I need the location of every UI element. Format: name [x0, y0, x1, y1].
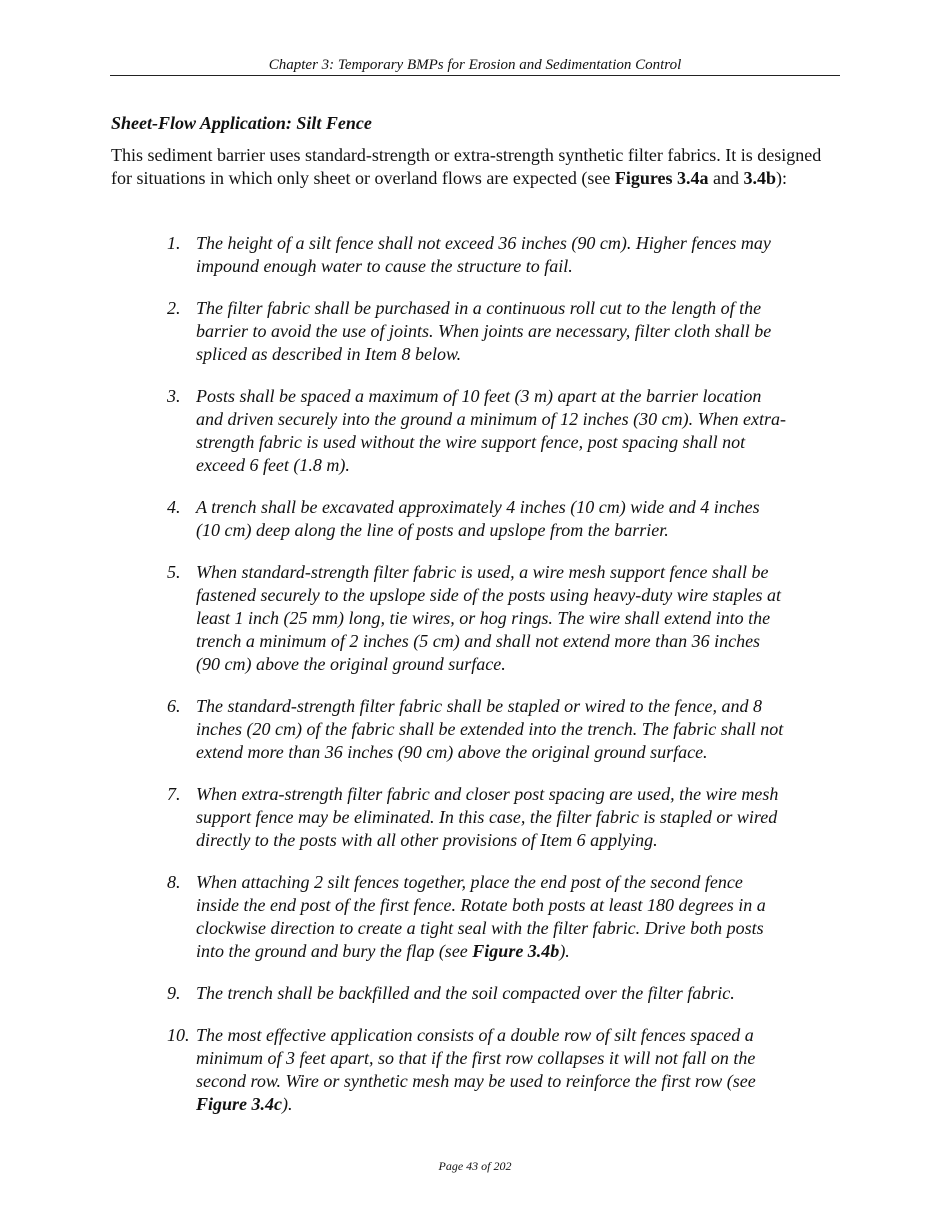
- item-number: 7.: [167, 784, 181, 804]
- item-number: 4.: [167, 497, 181, 517]
- item-number: 9.: [167, 983, 181, 1003]
- figure-ref-3-4b: Figure 3.4b: [472, 941, 560, 961]
- requirements-list: [167, 232, 787, 1135]
- list-item: [167, 297, 787, 366]
- section-title: Sheet-Flow Application: Silt Fence: [111, 113, 372, 133]
- item-text: When extra-strength filter fabric and closer post spacing are used, the wire mesh support fence may be eliminated. In this case, the filter fabric is stapled or wired directly to the posts with all other provisions of Item 6 applying.: [196, 784, 779, 850]
- intro-paragraph: [111, 144, 839, 190]
- item-text: A trench shall be excavated approximately 4 inches (10 cm) wide and 4 inches (10 cm) deep along the line of posts and upslope from the barrier.: [196, 497, 760, 540]
- item-number: 5.: [167, 562, 181, 582]
- item-text-end: ).: [559, 941, 570, 961]
- intro-text: This sediment barrier uses standard-strength or extra-strength synthetic filter fabrics. It is designed for situations in which only sheet or overland flows are expected (see: [111, 145, 822, 188]
- chapter-header: Chapter 3: Temporary BMPs for Erosion and Sedimentation Control: [110, 57, 840, 76]
- intro-text: ):: [776, 168, 788, 188]
- item-number: 2.: [167, 298, 181, 318]
- item-text: The standard-strength filter fabric shall be stapled or wired to the fence, and 8 inches (20 cm) of the fabric shall be extended into the trench. The fabric shall not extend more than 36 inches (90 cm) above the original ground surface.: [196, 696, 784, 762]
- item-text: The trench shall be backfilled and the soil compacted over the filter fabric.: [196, 983, 735, 1003]
- item-text-end: ).: [282, 1094, 293, 1114]
- figure-ref-3-4a: Figures 3.4a: [614, 168, 709, 188]
- list-item: [167, 496, 787, 542]
- item-text: When standard-strength filter fabric is used, a wire mesh support fence shall be fastened securely to the upslope side of the posts using heavy-duty wire staples at least 1 inch (25 mm) long, tie wires, or hog rings. The wire shall extend into the trench a minimum of 2 inches (5 cm) and shall not extend more than 36 inches (90 cm) above the original ground surface.: [196, 562, 782, 674]
- list-item: [167, 982, 787, 1005]
- item-text: The filter fabric shall be purchased in a continuous roll cut to the length of the barrier to avoid the use of joints. When joints are necessary, filter cloth shall be spliced as described in Item 8 below.: [196, 298, 772, 364]
- item-number: 1.: [167, 233, 181, 253]
- list-item: [167, 232, 787, 278]
- figure-ref-3-4c: Figure 3.4c: [196, 1094, 283, 1114]
- figure-ref-3-4b: 3.4b: [743, 168, 777, 188]
- item-text: When attaching 2 silt fences together, place the end post of the second fence inside the end post of the first fence. Rotate both posts at least 180 degrees in a clockwise direction to create a tight seal with the filter fabric. Drive both posts into the ground and bury the flap (see: [196, 872, 766, 961]
- list-item: [167, 695, 787, 764]
- intro-text: and: [708, 168, 744, 188]
- page-number: Page 43 of 202: [438, 1159, 512, 1173]
- list-item: [167, 385, 787, 477]
- item-number: 8.: [167, 872, 181, 892]
- list-item: [167, 561, 787, 676]
- list-item: [167, 783, 787, 852]
- item-text: The height of a silt fence shall not exceed 36 inches (90 cm). Higher fences may impound enough water to cause the structure to fail.: [196, 233, 771, 276]
- item-number: 3.: [167, 386, 181, 406]
- list-item: [167, 1024, 787, 1116]
- list-item: [167, 871, 787, 963]
- item-text: Posts shall be spaced a maximum of 10 feet (3 m) apart at the barrier location and driven securely into the ground a minimum of 12 inches (30 cm). When extra-strength fabric is used without the wire support fence, post spacing shall not exceed 6 feet (1.8 m).: [196, 386, 787, 475]
- item-number: 6.: [167, 696, 181, 716]
- item-text: The most effective application consists of a double row of silt fences spaced a minimum of 3 feet apart, so that if the first row collapses it will not fall on the second row. Wire or synthetic mesh may be used to reinforce the first row (see: [196, 1025, 756, 1091]
- item-number: 10.: [167, 1025, 190, 1045]
